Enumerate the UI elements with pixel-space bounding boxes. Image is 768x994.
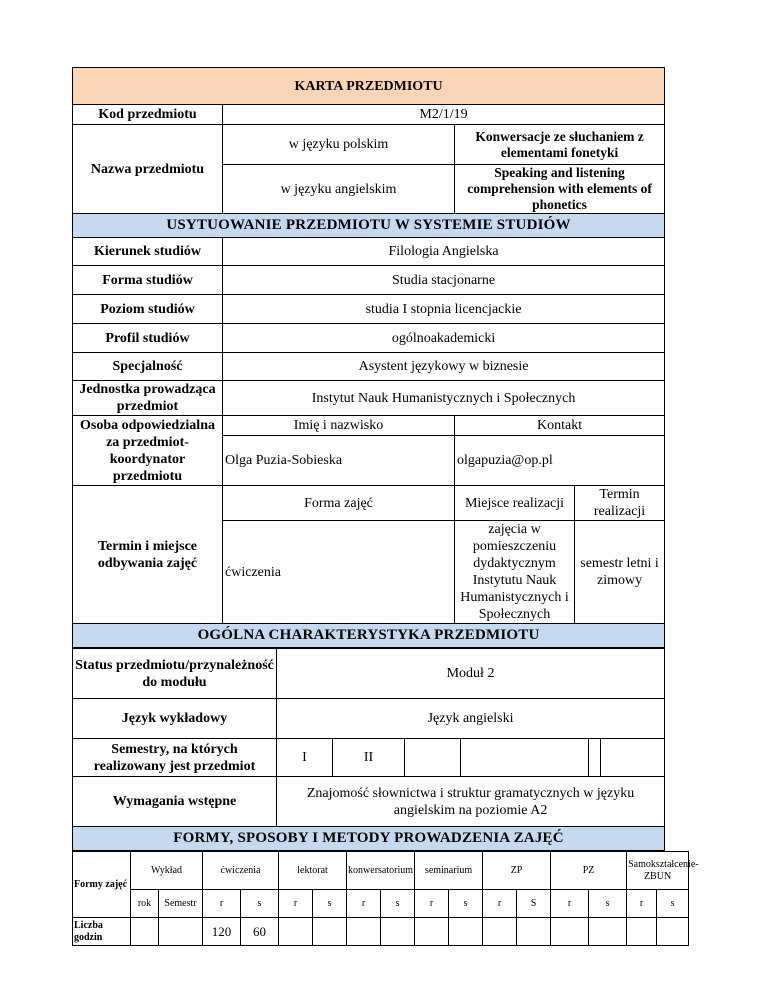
specjalnosc-value: Asystent językowy w biznesie <box>223 353 665 381</box>
termin-forma: ćwiczenia <box>223 521 455 624</box>
osoba-col-name: Imię i nazwisko <box>223 416 455 436</box>
hours-5 <box>279 918 313 946</box>
nazwa-en-value: Speaking and listening comprehension with elements of phonetics <box>455 165 665 214</box>
hours-1 <box>131 918 159 946</box>
hours-16 <box>657 918 689 946</box>
forma-studiow-label: Forma studiów <box>73 266 223 295</box>
sub-9: r <box>415 890 449 918</box>
profil-value: ogólnoakademicki <box>223 324 665 353</box>
course-card <box>72 67 699 946</box>
osoba-contact: olgapuzia@op.pl <box>455 436 665 486</box>
sub-7: r <box>347 890 381 918</box>
jezyk-label: Język wykładowy <box>73 699 277 739</box>
poziom-value: studia I stopnia licencjackie <box>223 295 665 324</box>
hours-10 <box>449 918 483 946</box>
hours-14 <box>589 918 627 946</box>
sub-11: r <box>483 890 517 918</box>
formy-zajec-label: Formy zajęć <box>73 852 131 918</box>
kierunek-label: Kierunek studiów <box>73 238 223 266</box>
termin-label: Termin i miejsce odbywania zajęć <box>73 486 223 624</box>
group-zp: ZP <box>483 852 551 890</box>
poziom-label: Poziom studiów <box>73 295 223 324</box>
kod-label: Kod przedmiotu <box>73 105 223 125</box>
termin-col-miejsce: Miejsce realizacji <box>455 486 575 521</box>
sub-8: s <box>381 890 415 918</box>
termin-col-forma: Forma zajęć <box>223 486 455 521</box>
section-ogolna: OGÓLNA CHARAKTERYSTYKA PRZEDMIOTU <box>73 624 665 648</box>
hours-9 <box>415 918 449 946</box>
termin-miejsce: zajęcia w pomieszczeniu dydaktycznym Instytutu Nauk Humanistycznych i Społecznych <box>455 521 575 624</box>
jezyk-value: Język angielski <box>277 699 665 739</box>
sub-1: rok <box>131 890 159 918</box>
formy-table <box>72 851 699 946</box>
kierunek-value: Filologia Angielska <box>223 238 665 266</box>
semestry-label: Semestry, na których realizowany jest przedmiot <box>73 739 277 777</box>
hours-4: 60 <box>241 918 279 946</box>
osoba-name: Olga Puzia-Sobieska <box>223 436 455 486</box>
hours-6 <box>313 918 347 946</box>
semestr-cell-1: I <box>277 739 333 777</box>
nazwa-label: Nazwa przedmiotu <box>73 125 223 214</box>
sub-14: s <box>589 890 627 918</box>
main-table <box>72 67 665 648</box>
jednostka-value: Instytut Nauk Humanistycznych i Społecznych <box>223 381 665 416</box>
sub-3: r <box>203 890 241 918</box>
group-wyklad: Wykład <box>131 852 203 890</box>
specjalnosc-label: Specjalność <box>73 353 223 381</box>
hours-3: 120 <box>203 918 241 946</box>
status-label: Status przedmiotu/przynależność do modułu <box>73 649 277 699</box>
card-title: KARTA PRZEDMIOTU <box>73 68 665 105</box>
semestr-cell-4 <box>461 739 589 777</box>
sub-6: s <box>313 890 347 918</box>
group-lektorat: lektorat <box>279 852 347 890</box>
hours-15 <box>627 918 657 946</box>
sub-15: r <box>627 890 657 918</box>
kod-value: M2/1/19 <box>223 105 665 125</box>
semestr-cell-6 <box>601 739 665 777</box>
hours-8 <box>381 918 415 946</box>
hours-2 <box>159 918 203 946</box>
hours-7 <box>347 918 381 946</box>
hours-13 <box>551 918 589 946</box>
nazwa-pl-value: Konwersacje ze słuchaniem z elementami fonetyki <box>455 125 665 165</box>
semestr-cell-5 <box>589 739 601 777</box>
group-samoksztalcenie: Samokształcenie- ZBUN <box>627 852 689 890</box>
forma-studiow-value: Studia stacjonarne <box>223 266 665 295</box>
wymagania-value: Znajomość słownictwa i struktur gramatycznych w języku angielskim na poziomie A2 <box>277 777 665 827</box>
sub-12: S <box>517 890 551 918</box>
nazwa-en-label: w języku angielskim <box>223 165 455 214</box>
termin-termin: semestr letni i zimowy <box>575 521 665 624</box>
profil-label: Profil studiów <box>73 324 223 353</box>
group-cwiczenia: ćwiczenia <box>203 852 279 890</box>
sub-16: s <box>657 890 689 918</box>
group-konwersatorium: konwersatorium <box>347 852 415 890</box>
sub-4: s <box>241 890 279 918</box>
group-seminarium: seminarium <box>415 852 483 890</box>
osoba-col-contact: Kontakt <box>455 416 665 436</box>
hours-11 <box>483 918 517 946</box>
termin-col-termin: Termin realizacji <box>575 486 665 521</box>
status-value: Moduł 2 <box>277 649 665 699</box>
section-usytuowanie: USYTUOWANIE PRZEDMIOTU W SYSTEMIE STUDIÓW <box>73 214 665 238</box>
group-pz: PZ <box>551 852 627 890</box>
semestr-cell-3 <box>405 739 461 777</box>
section-formy: FORMY, SPOSOBY I METODY PROWADZENIA ZAJĘĆ <box>73 827 665 851</box>
osoba-label: Osoba odpowiedzialna za przedmiot- koordynator przedmiotu <box>73 416 223 486</box>
liczba-godzin-label: Liczba godzin <box>73 918 131 946</box>
nazwa-pl-label: w języku polskim <box>223 125 455 165</box>
semestr-cell-2: II <box>333 739 405 777</box>
sub-5: r <box>279 890 313 918</box>
ogolna-table <box>72 648 665 851</box>
wymagania-label: Wymagania wstępne <box>73 777 277 827</box>
hours-12 <box>517 918 551 946</box>
sub-13: r <box>551 890 589 918</box>
sub-10: s <box>449 890 483 918</box>
jednostka-label: Jednostka prowadząca przedmiot <box>73 381 223 416</box>
sub-2: Semestr <box>159 890 203 918</box>
